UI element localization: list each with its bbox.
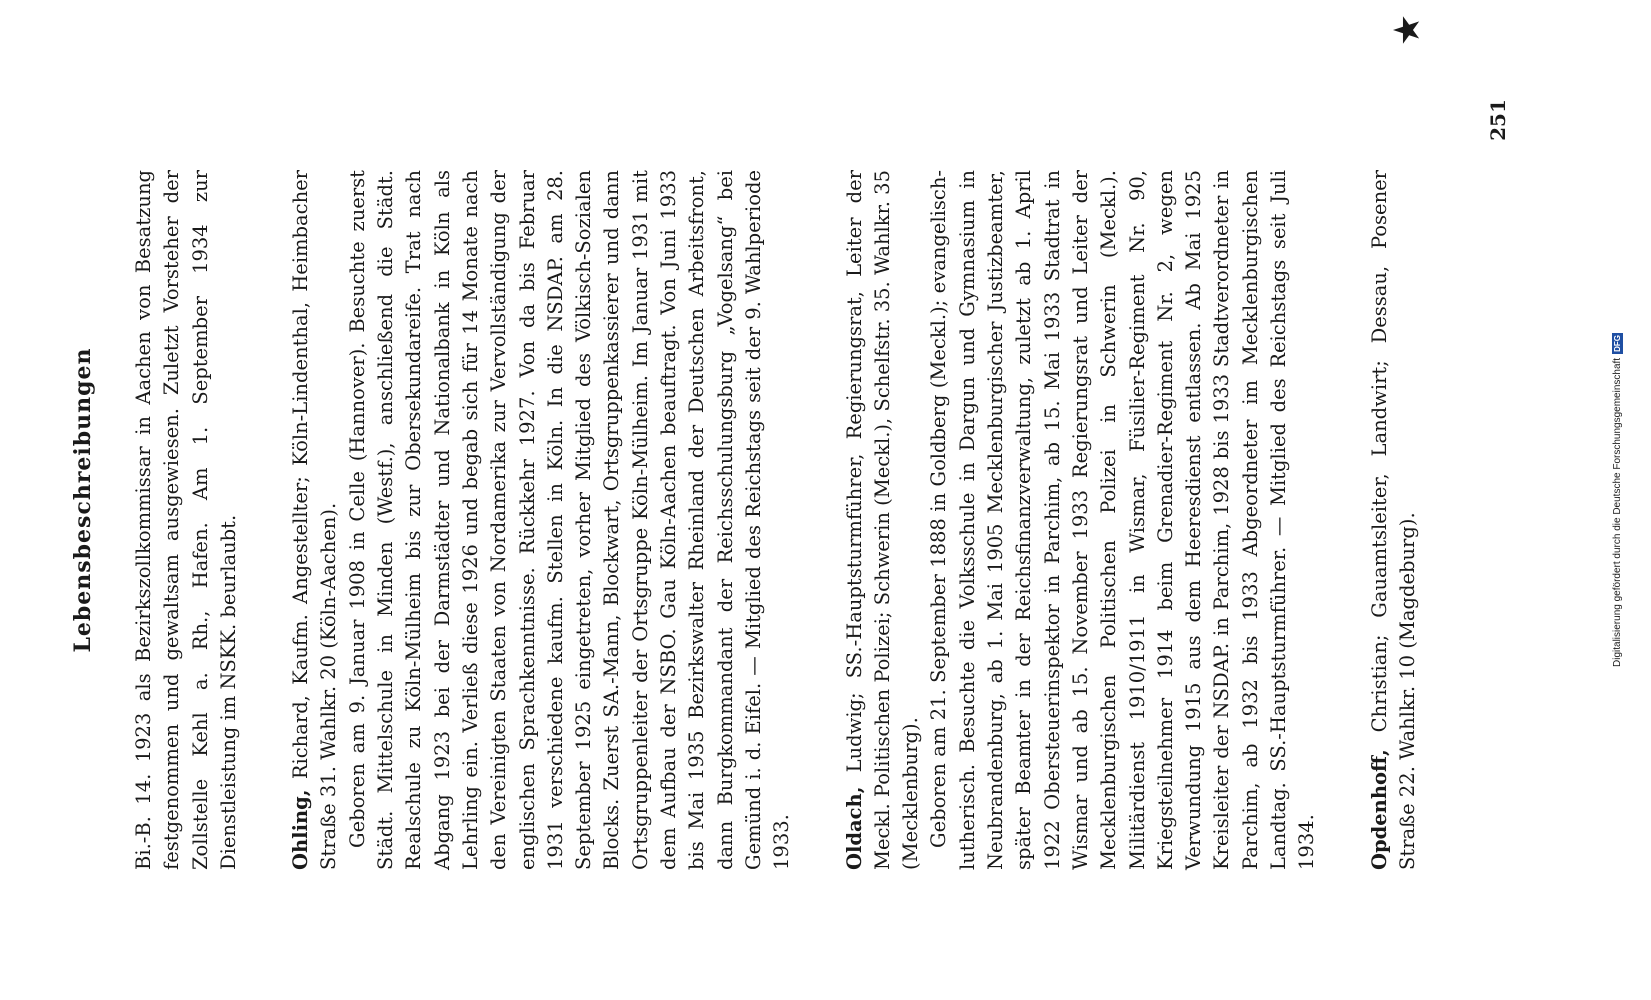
entry-head-text: Christian; Gauamtsleiter, Landwirt; Dessau, Posener Straße 22. Wahlkr. 10 (Magdeburg).	[1367, 170, 1419, 870]
entry-head	[1366, 170, 1423, 870]
entry-name: Ohling,	[289, 789, 313, 870]
entry-name: Opdenhoff,	[1367, 749, 1391, 870]
biography-entry-continuation	[130, 170, 243, 870]
entry-name: Oldach,	[842, 786, 866, 870]
entry-paragraph: Bi.-B. 14. 1923 als Bezirkszollkommissar in Aachen von Besatzung festgenommen und gewaltsam ausgewiesen. Zuletzt Vorsteher der Zollstelle Kehl a. Rh., Hafen. Am 1. September 1934 zur Dienstleistung im NSKK. beurlaubt.	[132, 170, 240, 870]
page-number: 251	[1486, 99, 1510, 141]
star-icon: ★	[1387, 13, 1428, 47]
page-header: Lebensbeschreibungen	[70, 347, 96, 653]
digitization-note	[1612, 0, 1623, 1000]
digitization-note-text: Digitalisierung gefördert durch die Deutsche Forschungsgemeinschaft	[1612, 357, 1624, 667]
entry-paragraph: Geboren am 21. September 1888 in Goldberg (Meckl.); evangelisch-lutherisch. Besuchte die Volksschule in Dargun und Gymnasium in Neubrandenburg, ab 1. Mai 1905 Mecklenburgischer Justizbeamter, später Beamter in der Reichsfinanzverwaltung, zuletzt ab 1. April 1922 Obersteuerinspektor in Parchim, ab 15. Mai 1933 Stadtrat in Wismar und ab 15. November 1933 Regierungsrat und Leiter der Mecklenburgischen Politischen Polizei in Schwerin (Meckl.). Militärdienst 1910/1911 in Wismar, Füsilier-Regiment Nr. 90, Kriegsteilnehmer 1914 beim Grenadier-Regiment Nr. 2, wegen Verwundung 1915 aus dem Heeresdienst entlassen. Ab Mai 1925 Kreisleiter der NSDAP. in Parchim, 1928 bis 1933 Stadtverordneter in Parchim, ab 1932 bis 1933 Abgeordneter im Mecklenburgischen Landtag. SS.-Hauptsturmführer. — Mitglied des Reichstags seit Juli 1934.	[927, 170, 1319, 870]
biography-entry-opdenhoff	[1366, 170, 1423, 870]
entry-paragraph: Geboren am 9. Januar 1908 in Celle (Hannover). Besuchte zuerst Städt. Mittelschule in Minden (Westf.), anschließend die Städt. Realschule zu Köln-Mülheim bis zur Obersekundareife. Trat nach Abgang 1923 bei der Darmstädter und Nationalbank in Köln als Lehrling ein. Verließ diese 1926 und begab sich für 14 Monate nach den Vereinigten Staaten von Nordamerika zur Vervollständigung der englischen Sprachkenntnisse. Rückkehr 1927. Von da bis Februar 1931 verschiedene kaufm. Stellen in Köln. In die NSDAP. am 28. September 1925 eingetreten, vorher Mitglied des Völkisch-Sozialen Blocks. Zuerst SA.-Mann, Blockwart, Ortsgruppenkassierer und dann Ortsgruppenleiter der Ortsgruppe Köln-Mülheim. Im Januar 1931 mit dem Aufbau der NSBO. Gau Köln-Aachen beauftragt. Von Juni 1933 bis Mai 1935 Bezirkswalter Rheinland der Deutschen Arbeitsfront, dann Burgkommandant der Reichsschulungsburg „Vogelsang“ bei Gemünd i. d. Eifel. — Mitglied des Reichstags seit der 9. Wahlperiode 1933.	[345, 170, 794, 870]
biography-entry-ohling	[287, 170, 796, 870]
biography-column	[130, 170, 1466, 870]
entry-head	[287, 170, 344, 870]
entry-head-text: Ludwig; SS.-Hauptsturmführer, Regierungsrat, Leiter der Meckl. Politischen Polizei; Schwerin (Meckl.), Schelfstr. 35. Wahlkr. 35 (Mecklenburg).	[842, 170, 923, 870]
biography-entry-oldach	[841, 170, 1322, 870]
entry-head	[841, 170, 926, 870]
dfg-logo: DFG	[1613, 335, 1622, 352]
entry-head-text: Richard, Kaufm. Angestellter; Köln-Lindenthal, Heimbacher Straße 31. Wahlkr. 20 (Köln-Aachen).	[289, 170, 341, 870]
